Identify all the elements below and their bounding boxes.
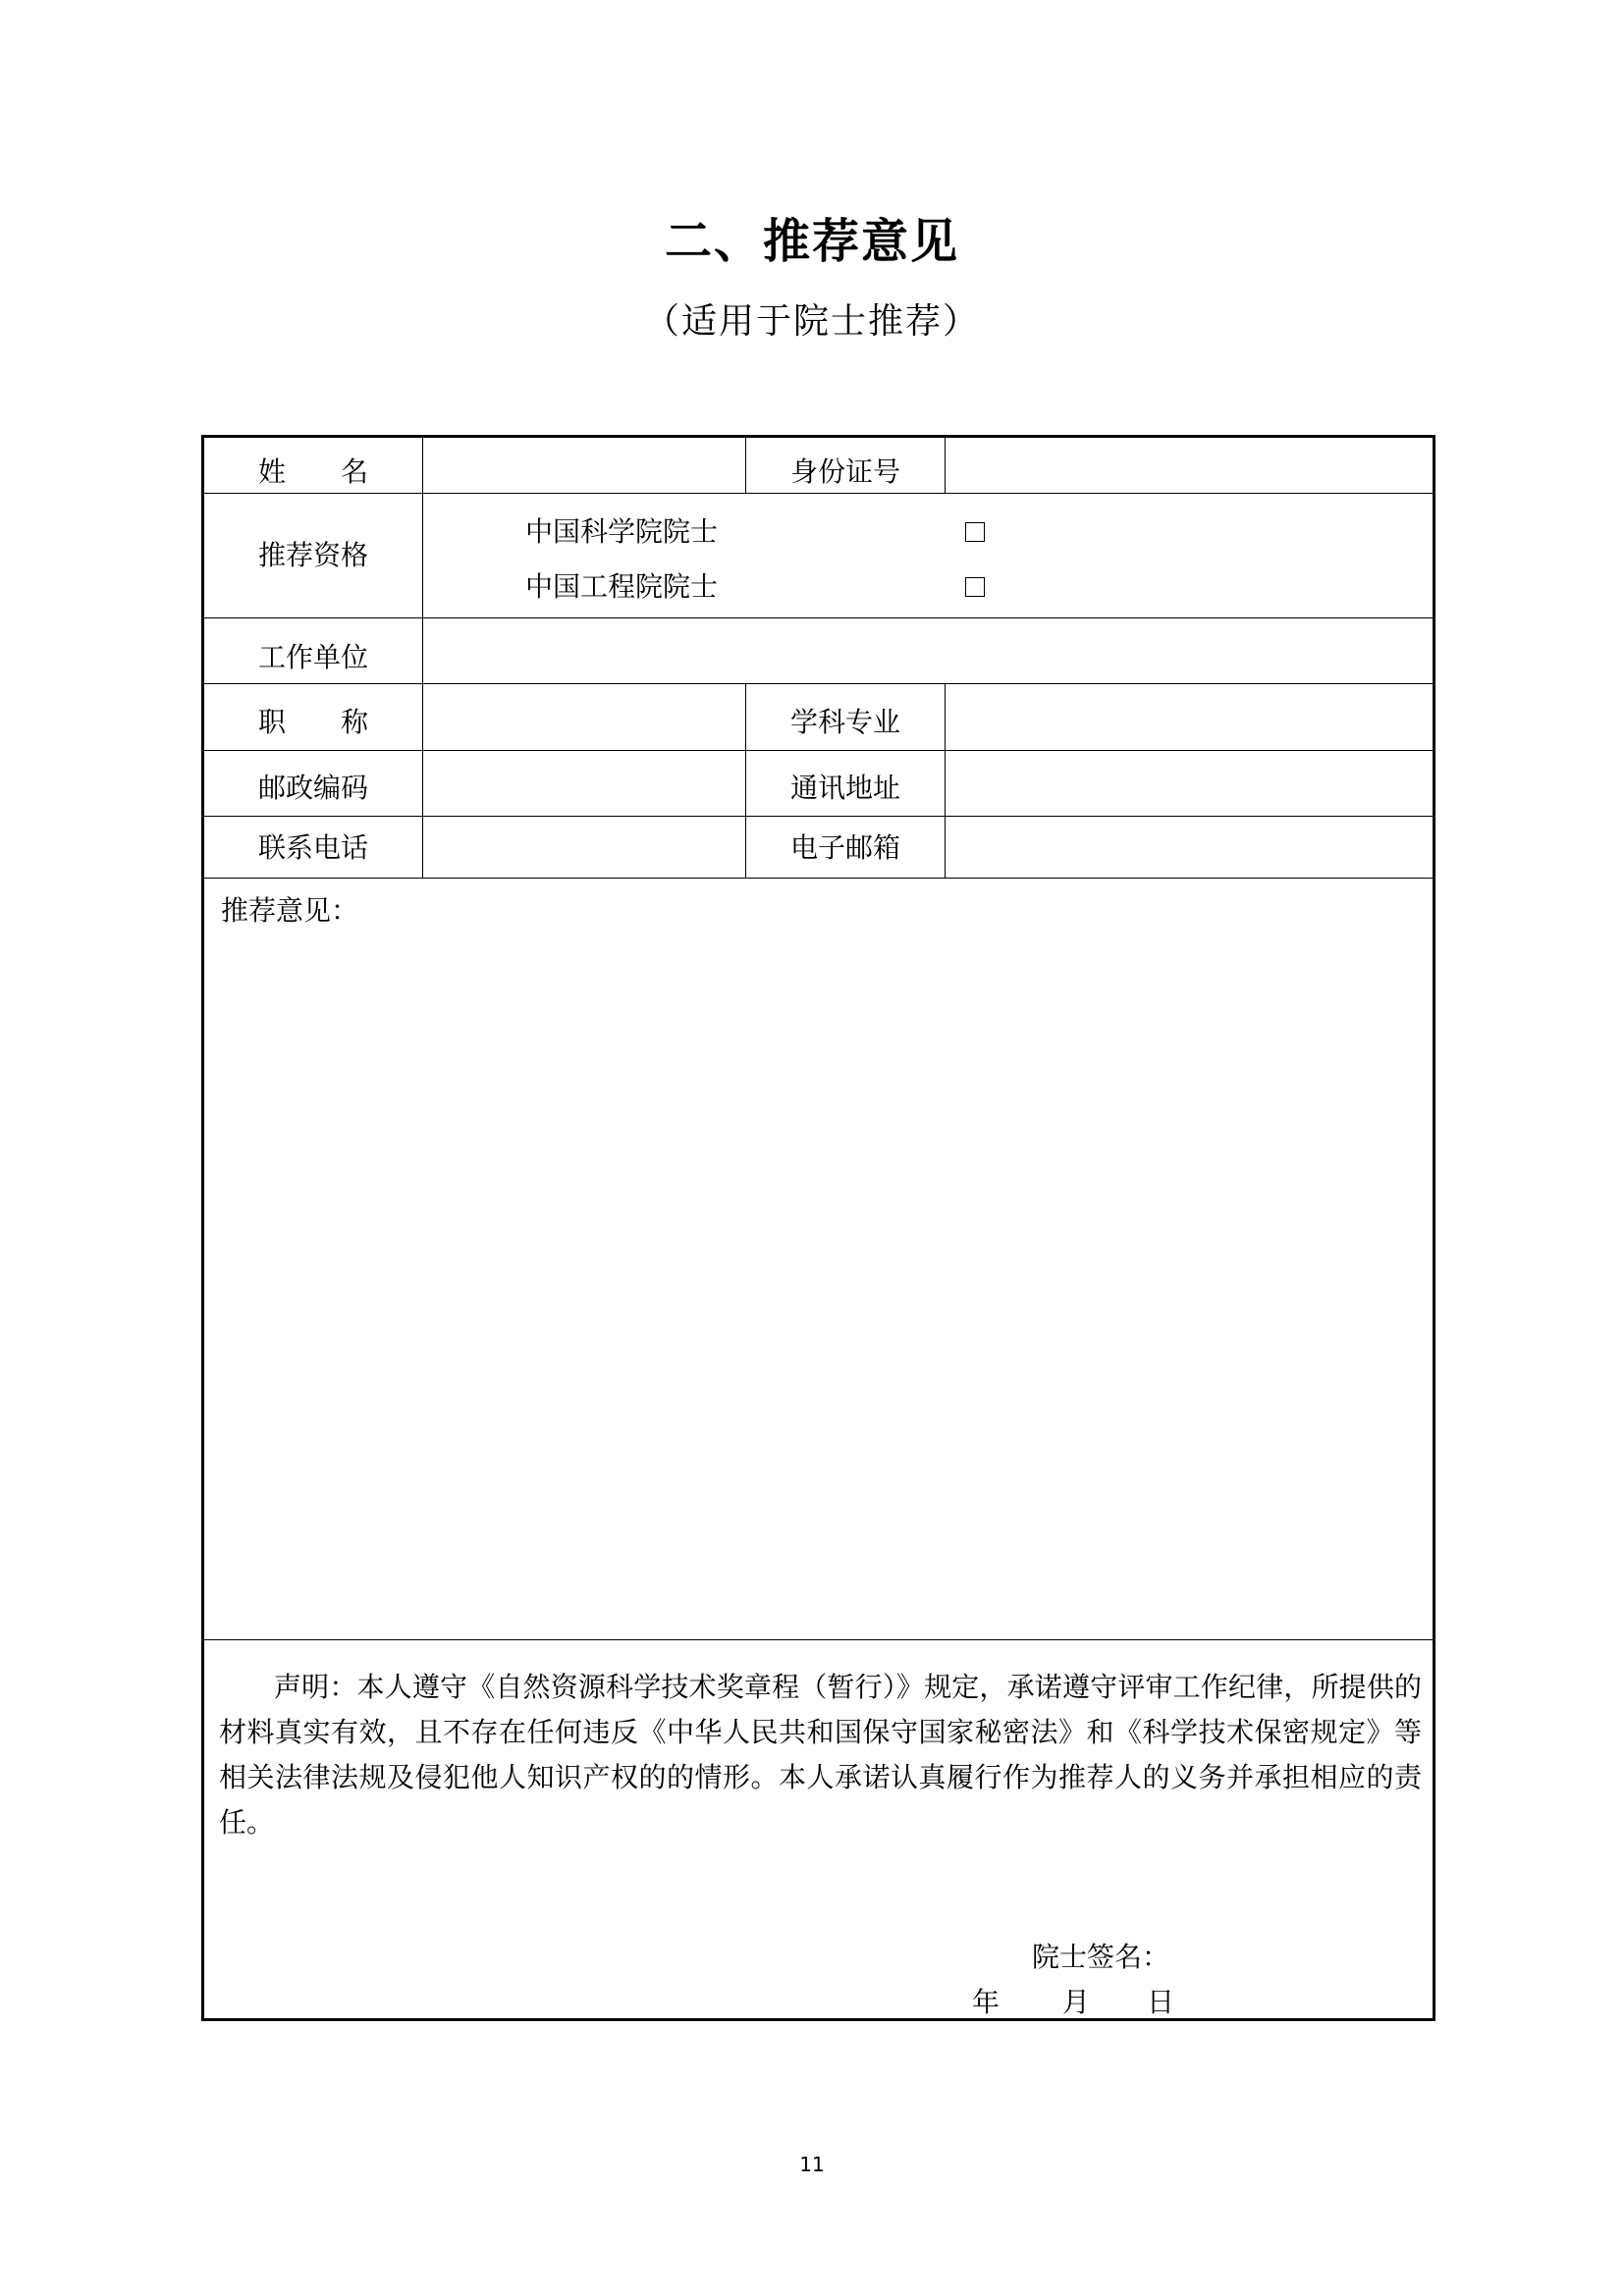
date-year-label: 年 bbox=[972, 1986, 1001, 2018]
name-label: 姓 名 bbox=[257, 455, 368, 488]
signature-label: 院士签名： bbox=[1032, 1941, 1170, 1973]
row-divider bbox=[204, 1639, 1433, 1640]
phone-label: 联系电话 bbox=[257, 830, 368, 864]
id-number-label: 身份证号 bbox=[789, 455, 900, 488]
checkbox-cae-academician[interactable] bbox=[965, 577, 985, 597]
page-subtitle: （适用于院士推荐） bbox=[643, 301, 980, 342]
postal-code-label: 邮政编码 bbox=[257, 771, 368, 804]
option-cas-academician-label: 中国科学院院士 bbox=[525, 515, 719, 548]
phone-field[interactable] bbox=[423, 817, 744, 878]
opinion-label: 推荐意见： bbox=[221, 894, 359, 927]
option-cae-academician-label: 中国工程院院士 bbox=[525, 570, 719, 603]
address-label: 通讯地址 bbox=[789, 771, 900, 804]
work-unit-field[interactable] bbox=[423, 618, 1433, 683]
column-divider bbox=[945, 438, 946, 493]
page-title: 二、推荐意见 bbox=[664, 214, 959, 269]
qualification-label: 推荐资格 bbox=[257, 539, 368, 571]
email-label: 电子邮箱 bbox=[789, 830, 900, 864]
date-day-label: 日 bbox=[1147, 1986, 1175, 2018]
name-field[interactable] bbox=[423, 438, 744, 493]
address-field[interactable] bbox=[947, 751, 1433, 816]
recommendation-form bbox=[201, 435, 1435, 2021]
professional-title-field[interactable] bbox=[423, 684, 744, 750]
discipline-field[interactable] bbox=[947, 684, 1433, 750]
page-number: 11 bbox=[799, 2153, 825, 2176]
column-divider bbox=[945, 683, 946, 878]
id-number-field[interactable] bbox=[947, 438, 1433, 493]
email-field[interactable] bbox=[947, 817, 1433, 878]
declaration-text: 声明：本人遵守《自然资源科学技术奖章程（暂行）》规定，承诺遵守评审工作纪律，所提供的材料真实有效，且不存在任何违反《中华人民共和国保守国家秘密法》和《科学技术保密规定》等相关法律法规及侵犯他人知识产权的的情形。本人承诺认真履行作为推荐人的义务并承担相应的责任。 bbox=[219, 1671, 1422, 1839]
discipline-label: 学科专业 bbox=[789, 705, 900, 738]
postal-code-field[interactable] bbox=[423, 751, 744, 816]
opinion-textarea[interactable] bbox=[204, 931, 1433, 1637]
signature-field[interactable] bbox=[1168, 1932, 1424, 1975]
professional-title-label: 职 称 bbox=[257, 705, 368, 738]
work-unit-label: 工作单位 bbox=[257, 640, 368, 673]
date-month-label: 月 bbox=[1062, 1986, 1091, 2018]
checkbox-cas-academician[interactable] bbox=[965, 522, 985, 542]
